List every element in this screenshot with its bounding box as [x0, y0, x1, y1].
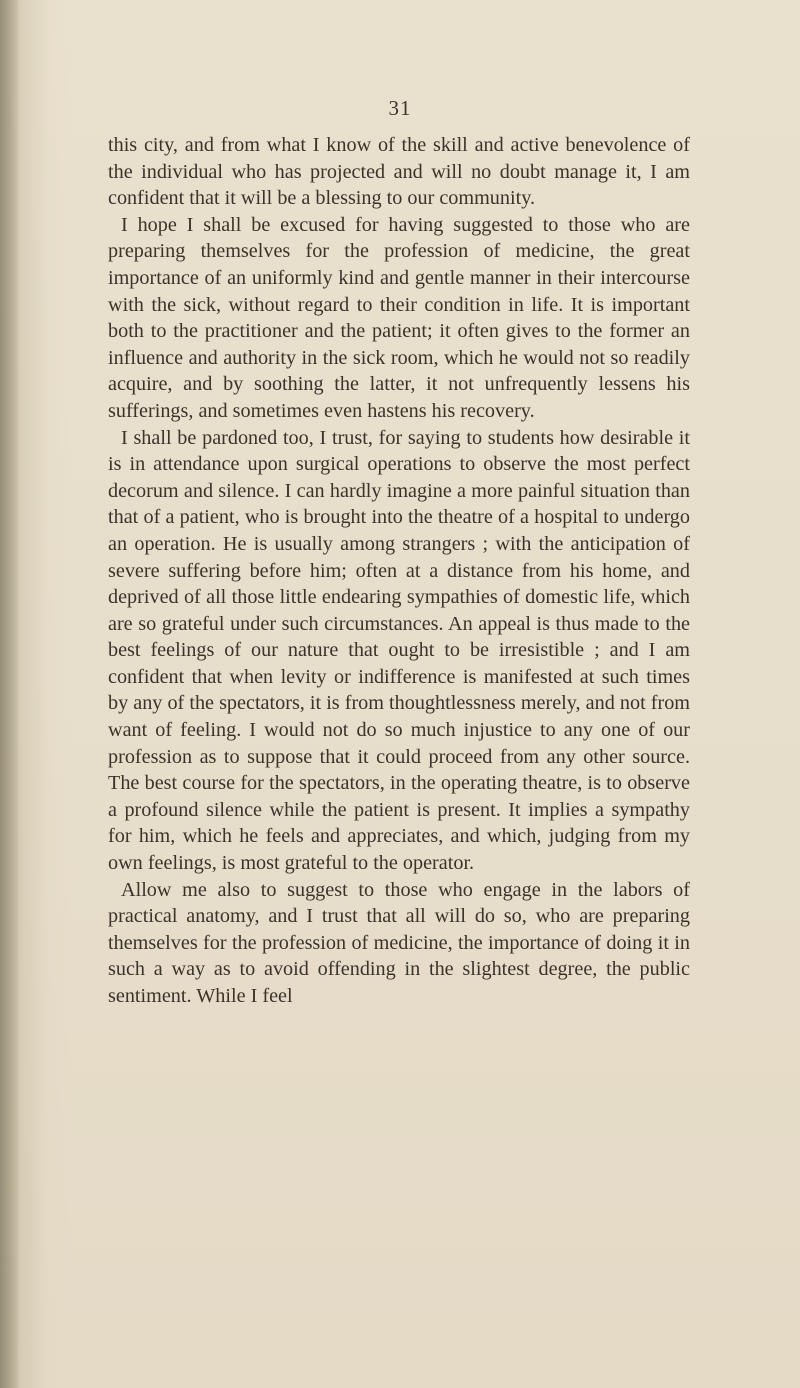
page-spine-shadow: [0, 0, 18, 1388]
page-number: 31: [388, 96, 412, 120]
paragraph-2: I hope I shall be excused for having suggested to those who are preparing themselves for the profession of medicine, the great importance of an uniformly kind and gentle manner in their intercourse with the sick, without regard to their condition in life. It is important both to the practitioner and the patient; it often gives to the former an influence and authority in the sick room, which he would not so readily acquire, and by soothing the latter, it not unfrequently lessens his sufferings, and sometimes even hastens his recovery.: [108, 213, 690, 422]
paragraph-4: Allow me also to suggest to those who engage in the labors of practical anatomy, and I trust that all will do so, who are preparing themselves for the profession of medicine, the importance of doing it in such a way as to avoid offending in the slightest degree, the public sentiment. While I feel: [108, 878, 690, 1007]
paragraph-1: this city, and from what I know of the skill and active benevolence of the individual who has projected and will no doubt manage it, I am confident that it will be a blessing to our community.: [108, 134, 690, 210]
body-text: [108, 132, 690, 1010]
paragraph-3: I shall be pardoned too, I trust, for saying to students how desirable it is in attendance upon surgical operations to observe the most perfect decorum and silence. I can hardly imagine a more painful situation than that of a patient, who is brought into the theatre of a hospital to undergo an operation. He is usually among strangers ; with the anticipation of severe suffering before him; often at a distance from his home, and deprived of all those little endearing sympathies of domestic life, which are so grateful under such circumstances. An appeal is thus made to the best feelings of our nature that ought to be irresistible ; and I am confident that when levity or indifference is manifested at such times by any of the spectators, it is from thoughtlessness merely, and not from want of feeling. I would not do so much injustice to any one of our profession as to suppose that it could proceed from any other source. The best course for the spectators, in the operating theatre, is to observe a profound silence while the patient is present. It implies a sympathy for him, which he feels and appreciates, and which, judging from my own feelings, is most grateful to the operator.: [108, 426, 690, 875]
